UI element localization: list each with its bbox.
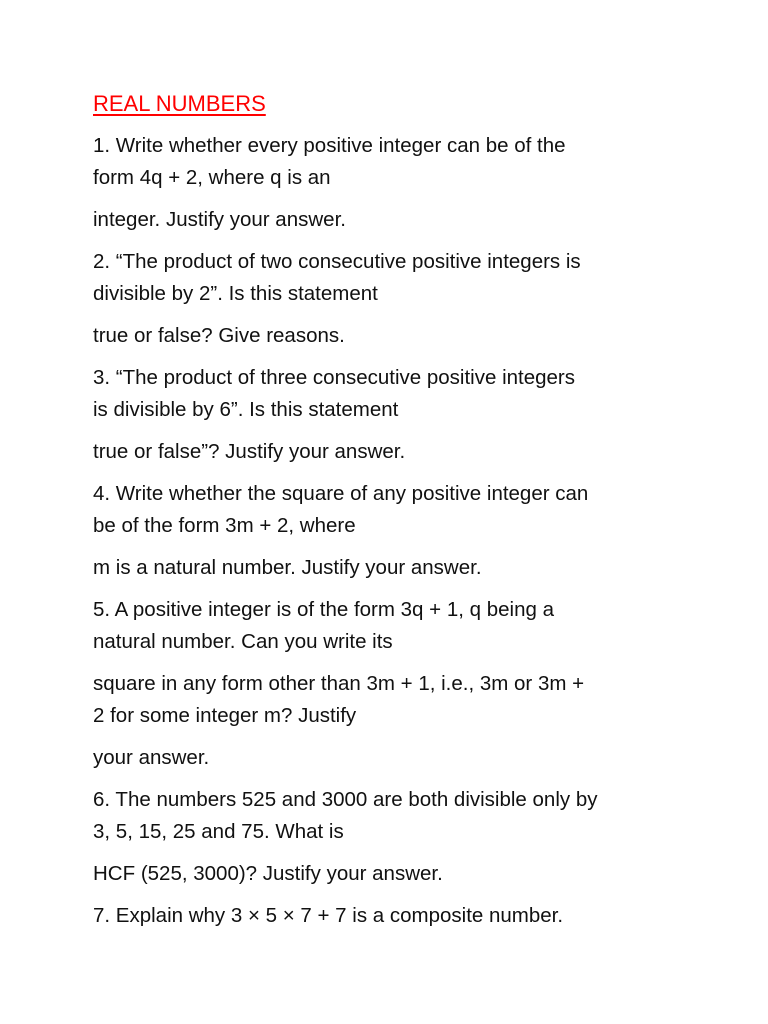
- paragraph-line: your answer.: [93, 746, 210, 769]
- paragraph-line: 2. “The product of two consecutive positive integers is: [93, 250, 581, 273]
- paragraph-line: true or false”? Justify your answer.: [93, 440, 406, 463]
- paragraph-q4-cont: [93, 552, 693, 584]
- paragraph-q5-cont: [93, 668, 693, 732]
- page-title: REAL NUMBERS: [93, 91, 266, 116]
- paragraph-line: form 4q + 2, where q is an: [93, 166, 331, 189]
- paragraph-q3-cont: [93, 436, 693, 468]
- paragraph-line: natural number. Can you write its: [93, 630, 393, 653]
- paragraph-line: be of the form 3m + 2, where: [93, 514, 356, 537]
- paragraph-line: HCF (525, 3000)? Justify your answer.: [93, 862, 443, 885]
- document-page: [93, 88, 693, 932]
- paragraph-line: 7. Explain why 3 × 5 × 7 + 7 is a composite number.: [93, 904, 564, 927]
- paragraph-line: integer. Justify your answer.: [93, 208, 346, 231]
- paragraph-line: divisible by 2”. Is this statement: [93, 282, 378, 305]
- paragraph-line: 6. The numbers 525 and 3000 are both divisible only by: [93, 788, 598, 811]
- paragraph-line: 5. A positive integer is of the form 3q + 1, q being a: [93, 598, 554, 621]
- paragraph-q6: [93, 784, 693, 848]
- paragraph-line: 1. Write whether every positive integer can be of the: [93, 134, 566, 157]
- paragraph-q4: [93, 478, 693, 542]
- paragraph-q3: [93, 362, 693, 426]
- paragraph-q1: [93, 130, 693, 194]
- paragraph-line: 2 for some integer m? Justify: [93, 704, 357, 727]
- paragraph-q1-cont: [93, 204, 693, 236]
- paragraph-line: m is a natural number. Justify your answer.: [93, 556, 482, 579]
- paragraph-line: is divisible by 6”. Is this statement: [93, 398, 399, 421]
- paragraph-line: true or false? Give reasons.: [93, 324, 345, 347]
- paragraph-q2-cont: [93, 320, 693, 352]
- paragraph-q5-cont2: [93, 742, 693, 774]
- paragraph-line: 3, 5, 15, 25 and 75. What is: [93, 820, 344, 843]
- paragraph-q5: [93, 594, 693, 658]
- paragraph-line: square in any form other than 3m + 1, i.e., 3m or 3m +: [93, 672, 585, 695]
- paragraph-q7: [93, 900, 693, 932]
- paragraph-line: 4. Write whether the square of any positive integer can: [93, 482, 589, 505]
- paragraph-q2: [93, 246, 693, 310]
- paragraph-q6-cont: [93, 858, 693, 890]
- paragraph-line: 3. “The product of three consecutive positive integers: [93, 366, 576, 389]
